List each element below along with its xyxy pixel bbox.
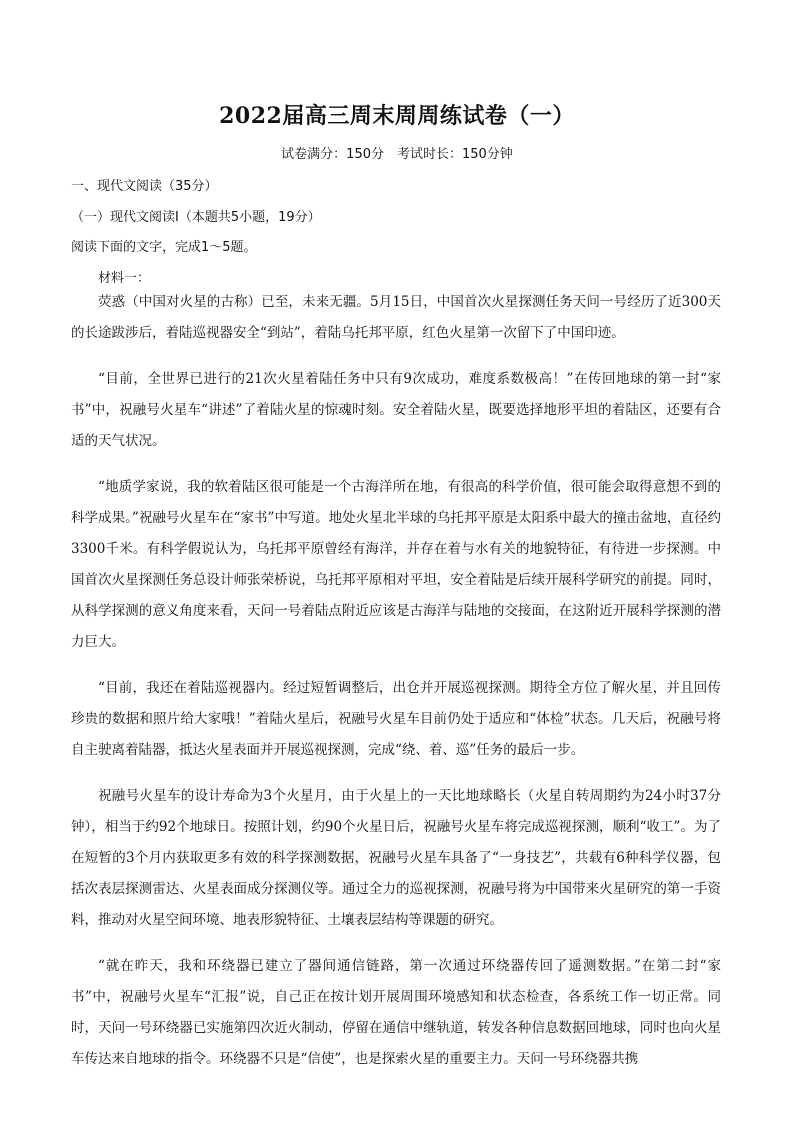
passage-paragraph: 荧惑（中国对火星的古称）已至，未来无疆。5月15日，中国首次火星探测任务天问一号经历了近300天的长途跋涉后，着陆巡视器安全“到站”，着陆乌托邦平原，红色火星第一次留下了中国印迹。 xyxy=(71,294,721,341)
exam-title: 2022届高三周末周周练试卷（一） xyxy=(219,103,575,129)
passage-paragraph: “就在昨天，我和环绕器已建立了器间通信链路，第一次通过环绕器传回了遥测数据。”在第二封“家书”中，祝融号火星车“汇报”说，自己正在按计划开展周围环境感知和状态检查，各系统工作一切正常。同时，天问一号环绕器已实施第四次近火制动，停留在通信中继轨道，转发各种信息数据回地球，同时也向火星车传达来自地球的指令。环绕器不只是“信使”，也是探索火星的重要主力。天问一号环绕器共携 xyxy=(71,958,721,1067)
subsection-heading: （一）现代文阅读Ⅰ（本题共5小题，19分） xyxy=(71,210,321,225)
section-heading: 一、现代文阅读（35分） xyxy=(71,179,218,194)
passage-paragraph: “目前，我还在着陆巡视器内。经过短暂调整后，出仓并开展巡视探测。期待全方位了解火星，并且回传珍贵的数据和照片给大家哦！”着陆火星后，祝融号火星车目前仍处于适应和“体检”状态。几天后，祝融号将自主驶离着陆器，抵达火星表面并开展巡视探测，完成“绕、着、巡”任务的最后一步。 xyxy=(71,680,721,758)
passage-paragraph: 祝融号火星车的设计寿命为3个火星月，由于火星上的一天比地球略长（火星自转周期约为24小时37分钟），相当于约92个地球日。按照计划，约90个火星日后，祝融号火星车将完成巡视探测，顺利“收工”。为了在短暂的3个月内获取更多有效的科学探测数据，祝融号火星车具备了“一身技艺”，共载有6种科学仪器，包括次表层探测雷达、火星表面成分探测仪等。通过全力的巡视探测，祝融号将为中国带来火星研究的第一手资料，推动对火星空间环境、地表形貌特征、土壤表层结构等课题的研究。 xyxy=(71,788,721,928)
passage-body xyxy=(71,287,721,1090)
passage-paragraph: “地质学家说，我的软着陆区很可能是一个古海洋所在地，有很高的科学价值，很可能会取得意想不到的科学成果。”祝融号火星车在“家书”中写道。地处火星北半球的乌托邦平原是太阳系中最大的撞击盆地，直径约3300千米。有科学假说认为，乌托邦平原曾经有海洋，并存在着与水有关的地貌特征，有待进一步探测。中国首次火星探测任务总设计师张荣桥说，乌托邦平原相对平坦，安全着陆是后续开展科学研究的前提。同时，从科学探测的意义角度来看，天问一号着陆点附近应该是古海洋与陆地的交接面，在这附近开展科学探测的潜力巨大。 xyxy=(71,479,721,650)
exam-subtitle: 试卷满分：150分 考试时长：150分钟 xyxy=(281,147,513,162)
passage-paragraph: “目前，全世界已进行的21次火星着陆任务中只有9次成功，难度系数极高！”在传回地球的第一封“家书”中，祝融号火星车“讲述”了着陆火星的惊魂时刻。安全着陆火星，既要选择地形平坦的着陆区，还要有合适的天气状况。 xyxy=(71,371,721,449)
reading-instruction: 阅读下面的文字，完成1～5题。 xyxy=(71,240,257,255)
material-label: 材料一： xyxy=(98,271,151,286)
